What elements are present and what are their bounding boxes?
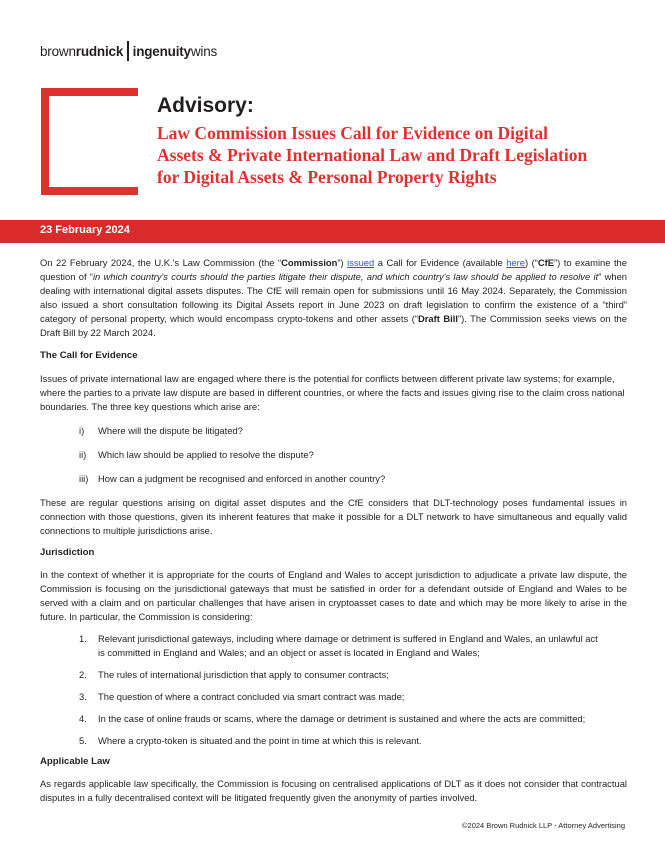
logo-divider	[127, 41, 129, 61]
item-number: 2.	[79, 669, 87, 680]
jurisdiction-item	[79, 712, 627, 726]
item-text: In the case of online frauds or scams, where the damage or detriment is sustained and where the acts are committed;	[98, 713, 586, 724]
brand-name-part2: rudnick	[75, 43, 124, 59]
publication-date: 23 February 2024	[40, 224, 130, 236]
intro-text-i: ” when dealing with international digital assets disputes. The CfE will remain open for submissions until 16 May 2024. Separately, the Commission also issued a short consultation following its Digital Assets report in June 2023 on draft legislation to confirm the existence of a “third” category of personal property, which would encompass crypto-tokens and other assets (“	[40, 271, 628, 324]
intro-text-c: ”)	[337, 257, 348, 268]
headline-line-2: Assets & Private International Law and Draft Legislation	[157, 145, 588, 165]
question-item	[79, 448, 627, 462]
intro-term-cfe: CfE	[537, 257, 554, 268]
headline-line-3: for Digital Assets & Personal Property Rights	[157, 167, 497, 187]
item-text: Where a crypto-token is situated and the point in time at which this is relevant.	[98, 735, 422, 746]
intro-term-draft-bill: Draft Bill	[417, 313, 458, 324]
jurisdiction-item	[79, 690, 627, 704]
here-link[interactable]: here	[506, 257, 525, 268]
intro-quote: in which country's courts should the parties litigate their dispute, and which country's law should be applied to resolve it	[92, 271, 599, 282]
headline-line-1: Law Commission Issues Call for Evidence on Digital	[157, 123, 549, 143]
questions-after-paragraph: These are regular questions arising on digital asset disputes and the CfE considers that DLT-technology poses fundamental issues in connection with those questions, given its inherent features that make it possible for a DLT network to have simultaneous and equally valid connections to multiple jurisdictions arise.	[40, 497, 627, 536]
item-text: The question of where a contract concluded via smart contract was made;	[98, 691, 405, 702]
item-number: 5.	[79, 735, 87, 746]
jurisdiction-heading: Jurisdiction	[40, 547, 95, 558]
question-marker: iii)	[79, 473, 89, 484]
question-text: Which law should be applied to resolve the dispute?	[98, 449, 314, 460]
item-number: 4.	[79, 713, 87, 724]
intro-term-commission: Commission	[281, 257, 338, 268]
applicable-law-heading: Applicable Law	[40, 756, 110, 767]
intro-text-e: ) (“	[524, 257, 538, 268]
jurisdiction-item	[79, 632, 627, 660]
call-paragraph: Issues of private international law are engaged where there is the potential for conflicts between different private law systems; for example, where the parties to a private law dispute are based in different countries, or where the facts and issues giving rise to the claim cross national boundaries. The three key questions which arise are:	[40, 373, 625, 412]
intro-paragraph	[40, 256, 627, 340]
item-text: Relevant jurisdictional gateways, including where damage or detriment is suffered in England and Wales, an unlawful act is committed in England and Wales; and an object or asset is located in England and Wales;	[98, 633, 598, 658]
item-text: The rules of international jurisdiction that apply to consumer contracts;	[98, 669, 389, 680]
question-text: Where will the dispute be litigated?	[98, 425, 243, 436]
headline	[157, 122, 637, 188]
brand-tagline-part2: wins	[190, 43, 218, 59]
date-band	[0, 220, 665, 243]
question-marker: i)	[79, 425, 85, 436]
question-item	[79, 472, 627, 486]
footer-copyright: ©2024 Brown Rudnick LLP - Attorney Advertising	[462, 821, 625, 830]
intro-text-k: ”). The Commission seeks views on the Draft Bill by 22 March 2024.	[40, 313, 627, 338]
item-number: 3.	[79, 691, 87, 702]
jurisdiction-item	[79, 734, 627, 748]
intro-text-d: a Call for Evidence (available	[374, 257, 507, 268]
brand-tagline-part1: ingenuity	[132, 43, 191, 59]
issued-link[interactable]: issued	[347, 257, 375, 268]
brand-name-part1: brown	[40, 43, 76, 59]
question-text: How can a judgment be recognised and enforced in another country?	[98, 473, 386, 484]
call-for-evidence-heading: The Call for Evidence	[40, 350, 138, 361]
intro-text-g: ”) to examine the question of “	[40, 257, 627, 282]
red-bracket-decoration	[41, 88, 138, 195]
question-marker: ii)	[79, 449, 87, 460]
applicable-law-paragraph: As regards applicable law specifically, the Commission is focusing on centralised applications of DLT as it does not consider that contractual disputes in a fully decentralised context will be litigated frequently given the anonymity of parties involved.	[40, 778, 627, 803]
item-number: 1.	[79, 633, 87, 644]
jurisdiction-item	[79, 668, 627, 682]
brand-logo	[40, 40, 217, 62]
intro-text-a: On 22 February 2024, the U.K.'s Law Commission (the “	[40, 257, 282, 268]
advisory-label: Advisory:	[157, 94, 254, 117]
question-item	[79, 424, 627, 438]
article-body	[40, 256, 627, 805]
jurisdiction-paragraph: In the context of whether it is appropriate for the courts of England and Wales to accept jurisdiction to adjudicate a private law dispute, the Commission is focusing on the jurisdictional gateways that must be satisfied in order for a defendant outside of England and Wales to be served with a claim and on particular challenges that have arisen in cryptoasset cases to date and which may be more likely to arise in the future. In particular, the Commission is considering:	[40, 569, 627, 622]
